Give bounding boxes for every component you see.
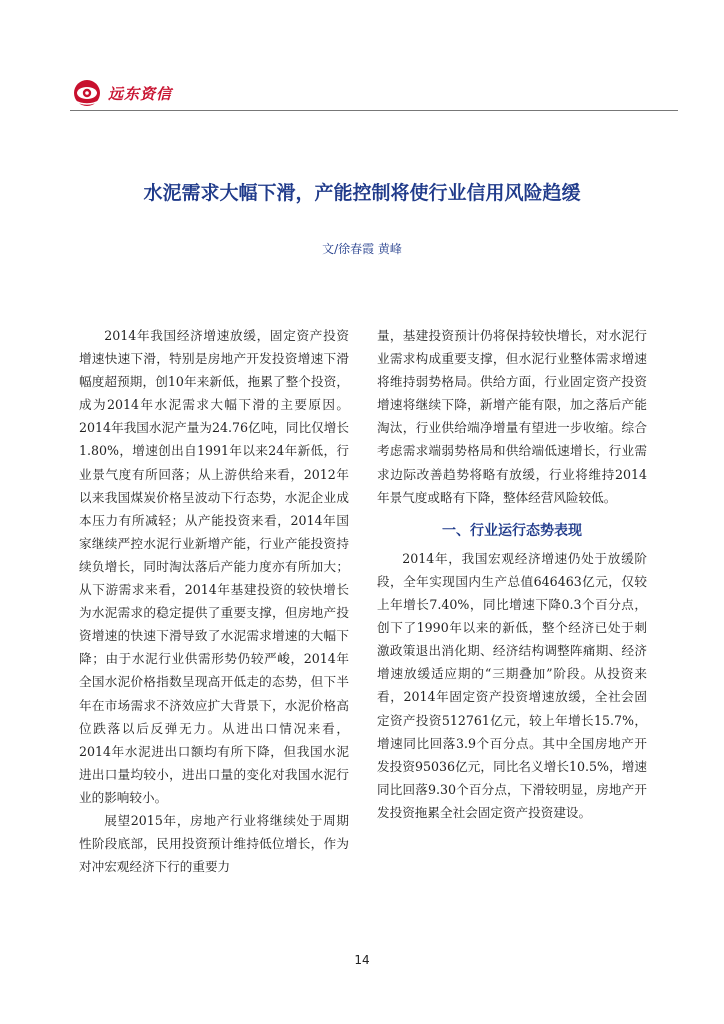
eye-logo-icon — [70, 78, 104, 108]
page-number: 14 — [354, 953, 370, 967]
article-authors: 文/徐春霞 黄峰 — [322, 242, 402, 256]
header-rule — [70, 110, 678, 111]
right-column — [377, 324, 647, 824]
section-heading: 一、行业运行态势表现 — [442, 522, 582, 539]
paragraph: 2014年，我国宏观经济增速仍处于放缓阶段，全年实现国内生产总值646463亿元，仅较上年增长7.40%，同比增速下降0.3个百分点，创下了1990年以来的新低，整个经济已处于刺激政策退出消化期、经济结构调整阵痛期、经济增速放缓适应期的“三期叠加”阶段。从投资来看，2014年固定资产投资增速放缓，全社会固定资产投资512761亿元，较上年增长15.7%，增速同比回落3.9个百分点。其中全国房地产开发投资95036亿元，同比名义增长10.5%，增速同比回落9.30个百分点，下滑较明显，房地产开发投资拖累全社会固定资产投资建设。 — [377, 550, 647, 820]
paragraph: 量，基建投资预计仍将保持较快增长，对水泥行业需求构成重要支撑，但水泥行业整体需求增速将维持弱势格局。供给方面，行业固定资产投资增速将继续下降，新增产能有限，加之落后产能淘汰，行业供给端净增量有望进一步收缩。综合考虑需求端弱势格局和供给端低速增长，行业需求边际改善趋势将略有放缓，行业将维持2014年景气度或略有下降，整体经营风险较低。 — [377, 328, 647, 505]
left-column — [79, 324, 349, 878]
article-title: 水泥需求大幅下滑，产能控制将使行业信用风险趋缓 — [143, 182, 581, 204]
paragraph: 展望2015年，房地产行业将继续处于周期性阶段底部，民用投资预计维持低位增长，作为对冲宏观经济下行的重要力 — [79, 812, 349, 875]
page-header — [70, 72, 676, 112]
paragraph: 2014年我国经济增速放缓，固定资产投资增速快速下滑，特别是房地产开发投资增速下滑幅度超预期，创10年来新低，拖累了整个投资，成为2014年水泥需求大幅下滑的主要原因。2014年我国水泥产量为24.76亿吨，同比仅增长1.80%，增速创出自1991年以来24年新低，行业景气度有所回落；从上游供给来看，2012年以来我国煤炭价格呈波动下行态势，水泥企业成本压力有所减轻；从产能投资来看，2014年国家继续严控水泥行业新增产能，行业产能投资持续负增长，同时淘汰落后产能力度亦有所加大；从下游需求来看，2014年基建投资的较快增长为水泥需求的稳定提供了重要支撑，但房地产投资增速的快速下滑导致了水泥需求增速的大幅下降；由于水泥行业供需形势仍较严峻，2014年全国水泥价格指数呈现高开低走的态势，但下半年在市场需求不济效应扩大背景下，水泥价格高位跌落以后反弹无力。从进出口情况来看，2014年水泥进出口额均有所下降，但我国水泥进出口量均较小，进出口量的变化对我国水泥行业的影响较小。 — [79, 328, 349, 805]
brand-name: 远东资信 — [108, 85, 173, 103]
